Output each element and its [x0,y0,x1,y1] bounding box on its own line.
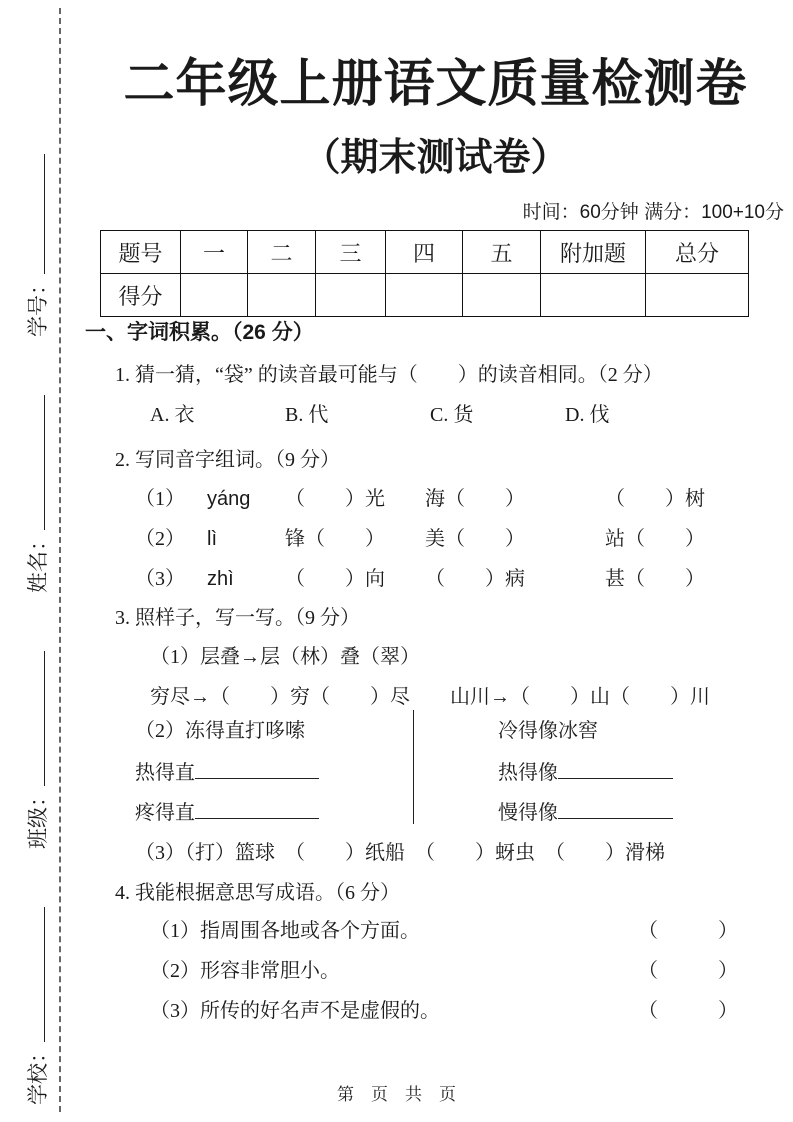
header-cell: 一 [181,231,248,274]
q2-row2-cell2: 美（ ） [425,528,525,550]
q3-part2-right-3 [498,798,673,826]
name-field [22,395,52,593]
q2-row3-cell3: 甚（ ） [605,568,705,590]
school-field [22,907,52,1105]
q1-text: 1. 猜一猜，“袋” 的读音最可能与（ ）的读音相同。（2 分） [115,364,663,386]
q3-text: 3. 照样子，写一写。（9 分） [115,607,360,629]
score-cell [646,274,749,317]
q2-row3-pinyin: zhì [207,568,234,590]
score-row-label: 得分 [101,274,181,317]
class-field [22,651,52,849]
q3-part1-example: （1）层叠→层（林）叠（翠） [150,646,420,668]
q2-text: 2. 写同音字组词。（9 分） [115,449,340,471]
binding-dashed-line [59,8,61,1112]
name-blank [23,395,45,530]
q3-part2-left-2 [135,758,319,786]
school-label: 学校： [26,1042,50,1105]
q1-option-c: C. 货 [430,404,474,426]
q3-part2-right-1: 冷得像冰窖 [498,720,598,742]
header-cell: 附加题 [541,231,646,274]
fill-blank [195,758,319,779]
margin-fields [16,45,58,1105]
header-cell: 三 [316,231,386,274]
q3-part2-right-2-text: 热得像 [498,762,558,784]
page-subtitle: （期末测试卷） [302,137,569,179]
q4-item-2: （2）形容非常胆小。 [150,960,340,982]
q2-row3-cell2: （ ）病 [425,568,525,590]
student-number-field [22,154,52,337]
score-cell [541,274,646,317]
q4-text: 4. 我能根据意思写成语。（6 分） [115,882,400,904]
q2-row2-pinyin: lì [207,528,217,550]
student-number-blank [23,154,45,274]
name-label: 姓名： [26,530,50,593]
score-cell [316,274,386,317]
exam-meta: 时间：60分钟 满分：100+10分 [522,202,784,223]
q3-part1-line: 穷尽→（ ）穷（ ）尽 山川→（ ）山（ ）川 [150,686,710,708]
fill-blank [558,798,673,819]
q2-row1-cell1: （ ）光 [285,488,385,510]
q2-row1-num: （1） [135,488,185,510]
page-footer: 第 页 共 页 [337,1085,456,1104]
score-table [100,230,749,317]
q4-answer-bracket: （ ） [638,1000,738,1022]
score-cell [248,274,316,317]
header-cell: 二 [248,231,316,274]
q1-option-a: A. 衣 [150,404,195,426]
q4-item-3: （3）所传的好名声不是虚假的。 [150,1000,440,1022]
q3-column-divider [413,710,414,824]
q1-option-d: D. 伐 [565,404,610,426]
score-table-score-row [101,274,749,317]
q3-part2-left-1: （2）冻得直打哆嗦 [135,720,305,742]
fill-blank [195,798,319,819]
q3-part3: （3）（打）篮球 （ ）纸船 （ ）蚜虫 （ ）滑梯 [135,842,665,864]
q4-answer-bracket: （ ） [638,960,738,982]
q3-part2-right-2 [498,758,673,786]
score-table-header-row [101,231,749,274]
q2-row2-num: （2） [135,528,185,550]
q1-option-b: B. 代 [285,404,329,426]
q2-row3-num: （3） [135,568,185,590]
q2-row1-cell2: 海（ ） [425,488,525,510]
class-blank [23,651,45,786]
q2-row2-cell3: 站（ ） [605,528,705,550]
q3-part2-right-3-text: 慢得像 [498,802,558,824]
class-label: 班级： [26,786,50,849]
header-cell: 四 [386,231,463,274]
q4-item-1: （1）指周围各地或各个方面。 [150,920,420,942]
fill-blank [558,758,673,779]
school-blank [23,907,45,1042]
score-cell [181,274,248,317]
score-cell [463,274,541,317]
q2-row3-cell1: （ ）向 [285,568,385,590]
student-number-label: 学号： [26,274,50,337]
score-cell [386,274,463,317]
q3-part2-left-2-text: 热得直 [135,762,195,784]
header-cell: 题号 [101,231,181,274]
page-title: 二年级上册语文质量检测卷 [123,55,748,112]
q2-row1-pinyin: yáng [207,488,251,510]
header-cell: 总分 [646,231,749,274]
q3-part2-left-3 [135,798,319,826]
q3-part2-left-3-text: 疼得直 [135,802,195,824]
q4-answer-bracket: （ ） [638,920,738,942]
q2-row2-cell1: 锋（ ） [285,528,385,550]
q2-row1-cell3: （ ）树 [605,488,705,510]
header-cell: 五 [463,231,541,274]
section1-heading: 一、字词积累。（26 分） [85,321,314,344]
